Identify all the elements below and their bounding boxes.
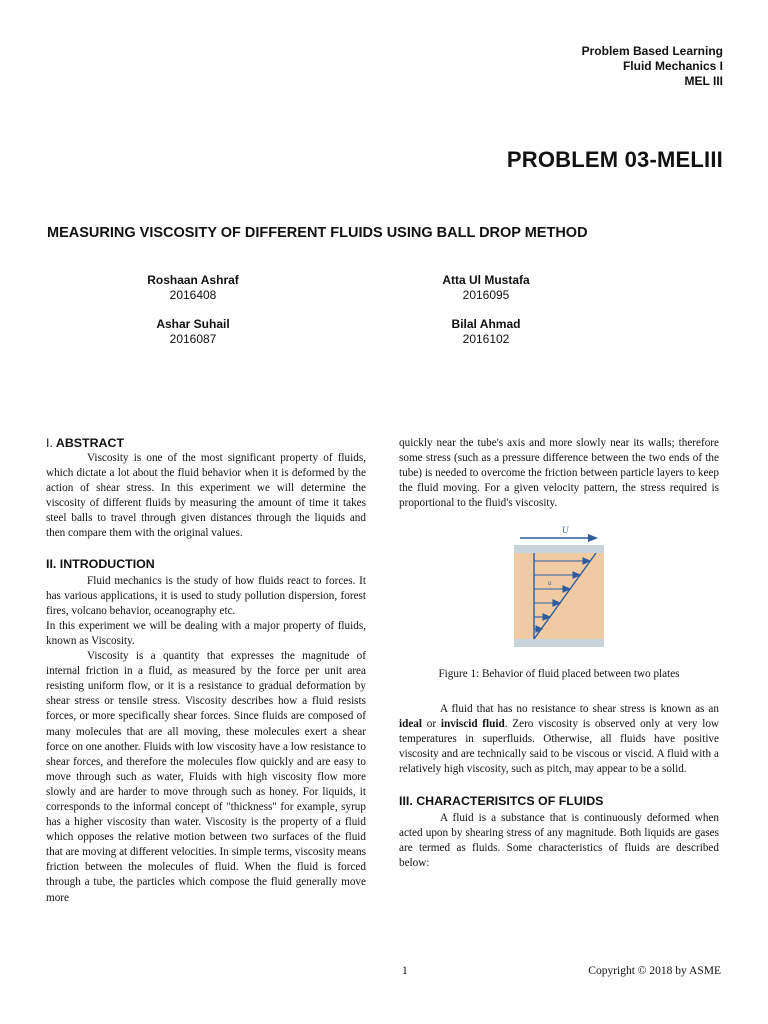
author-id: 2016095: [462, 288, 510, 302]
copyright-notice: Copyright © 2018 by ASME: [588, 965, 721, 977]
paper-title: MEASURING VISCOSITY OF DIFFERENT FLUIDS USING BALL DROP METHOD: [47, 225, 588, 241]
inviscid-text-before: A fluid that has no resistance to shear stress is known as an: [440, 702, 719, 715]
introduction-heading: II. INTRODUCTION: [46, 556, 155, 571]
left-column: [46, 436, 366, 906]
bottom-plate: [514, 639, 604, 647]
running-header: [582, 44, 723, 89]
inviscid-paragraph: [399, 702, 719, 777]
characteristics-heading: III. CHARACTERISITCS OF FLUIDS: [399, 794, 604, 809]
intro-paragraph-3: Viscosity is a quantity that expresses the magnitude of internal friction in a fluid, as measured by the force per unit area resisting uniform flow, or it is a resistance to gradual deformation by shear stress or tensile stress. Viscosity describes how a fluid resists forces, or more specifically shear forces. Since fluids are composed of many molecules that are all moving, these molecules exert a shear force on one another. Fluids with low viscosity have a low resistance to shear forces, and therefore the molecules flow quickly and are easy to move through such as water, Fluids with high viscosity flow more slowly and are harder to move through such as honey. For liquids, it corresponds to the informal concept of "thickness" for example, syrup has a higher viscosity than water. Viscosity is the property of a fluid which opposes the relative motion between two surfaces of the fluid that are moving at different velocities. In simple terms, viscosity means friction between the molecules of fluid. When the fluid is forced through a tube, the particles which compose the fluid generally move more: [46, 650, 366, 904]
intro-paragraph-4: quickly near the tube's axis and more slowly near its walls; therefore some stress (such as a pressure difference between the two ends of the tube) is needed to overcome the friction between particle layers to keep the fluid moving. For a given velocity pattern, the stress required is proportional to the fluid's viscosity.: [399, 437, 719, 510]
intro-paragraph-2: In this experiment we will be dealing with a major property of fluids, known as Viscosity.: [46, 619, 366, 647]
label-U: U: [562, 525, 569, 536]
author-id: 2016408: [169, 288, 217, 302]
intro-paragraph-1: Fluid mechanics is the study of how fluids react to forces. It has various applications, it is used to study pollution dispersion, forest fires, volcano behavior, oceanography etc.: [46, 574, 366, 617]
plate-velocity-arrowhead: [588, 534, 598, 542]
author-1: [93, 273, 293, 303]
characteristics-text: A fluid is a substance that is continuously deformed when acted upon by shearing stress of any magnitude. Both liquids are gases are termed as fluids. Some characteristics of fluids are described below:: [399, 812, 719, 870]
abstract-heading-number: I.: [46, 436, 53, 450]
label-u: u: [548, 579, 552, 588]
author-2: [386, 273, 586, 303]
author-name: Roshaan Ashraf: [147, 273, 239, 287]
author-name: Ashar Suhail: [156, 317, 230, 331]
term-inviscid-fluid: inviscid fluid: [440, 717, 505, 730]
header-subject-line: Fluid Mechanics I: [622, 59, 723, 73]
author-name: Bilal Ahmad: [451, 317, 521, 331]
author-id: 2016087: [169, 332, 217, 346]
author-4: [386, 317, 586, 347]
abstract-heading-text: ABSTRACT: [55, 436, 125, 450]
fluid-region: [514, 553, 604, 639]
term-ideal: ideal: [399, 717, 422, 730]
inviscid-text-or: or: [422, 717, 441, 730]
abstract-text: Viscosity is one of the most significant property of fluids, which dictate a lot about the fluid behavior when it is deformed by the action of shear stress. In this experiment we will determine the viscosity of different fluids by measuring the amount of time it takes steel balls to travel through given distances through the liquids and then compare them with the original values.: [46, 452, 366, 540]
author-name: Atta Ul Mustafa: [442, 273, 530, 287]
abstract-heading: [46, 436, 366, 451]
top-plate: [514, 545, 604, 553]
header-course-line: Problem Based Learning: [581, 44, 723, 58]
figure-caption: Figure 1: Behavior of fluid placed between two plates: [438, 668, 680, 681]
author-id: 2016102: [462, 332, 510, 346]
shear-flow-diagram: [514, 525, 604, 655]
right-column: [399, 436, 719, 871]
author-3: [93, 317, 293, 347]
inviscid-text-after: . Zero viscosity is observed only at very low temperatures in superfluids. Otherwise, all fluids have positive viscosity and are technically said to be viscous or viscid. A fluid with a relatively high viscosity, such as pitch, may appear to be a solid.: [399, 717, 719, 775]
problem-title: PROBLEM 03-MELIII: [506, 147, 723, 172]
header-code-line: MEL III: [684, 74, 723, 88]
figure-1: [399, 525, 719, 682]
page-number: 1: [402, 965, 408, 977]
